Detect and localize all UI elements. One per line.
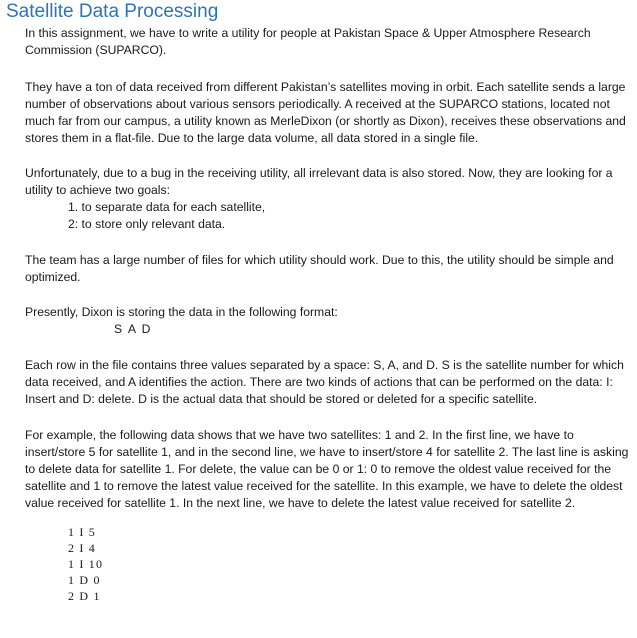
data-line: 1 I 10 xyxy=(68,557,104,571)
goals-list xyxy=(68,199,265,233)
goal-item: 2: to store only relevant data. xyxy=(68,217,226,231)
format-intro-paragraph: Presently, Dixon is storing the data in the following format: xyxy=(25,305,338,319)
example-paragraph: For example, the following data shows that we have two satellites: 1 and 2. In the first line, we have to insert/store 5 for satellite 1, and in the second line, we have to insert/store 4 for satellite 2. The last line is asking to delete data for satellite 1. For delete, the value can be 0 or 1: 0 to remove the oldest value received for the satellite and 1 to remove the latest value received for the satellite. In this example, we have to delete the oldest value received for satellite 1. In the next line, we have to delete the latest value received for satellite 2. xyxy=(25,428,629,510)
format-line: S A D xyxy=(114,322,152,336)
row-description-paragraph: Each row in the file contains three values separated by a space: S, A, and D. S is the satellite number for which data received, and A identifies the action. There are two kinds of actions that can be performed on the data: I: Insert and D: delete. D is the actual data that should be stored or deleted for a specific satellite. xyxy=(25,358,624,406)
data-line: 2 D 1 xyxy=(68,589,101,603)
example-data-block xyxy=(68,524,103,604)
data-line: 1 D 0 xyxy=(68,573,101,587)
data-line: 1 I 5 xyxy=(68,525,96,539)
data-line: 2 I 4 xyxy=(68,541,96,555)
intro-paragraph: In this assignment, we have to write a utility for people at Pakistan Space & Upper Atmosphere Research Commission (SUPARCO). xyxy=(25,26,591,57)
goal-item: 1. to separate data for each satellite, xyxy=(68,200,266,214)
page-title: Satellite Data Processing xyxy=(6,1,219,22)
problem-paragraph: Unfortunately, due to a bug in the receiving utility, all irrelevant data is also stored. Now, they are looking for a utility to achieve two goals: xyxy=(25,166,613,197)
team-paragraph: The team has a large number of files for which utility should work. Due to this, the utility should be simple and optimized. xyxy=(25,253,614,284)
background-paragraph: They have a ton of data received from different Pakistan’s satellites moving in orbit. Each satellite sends a large number of observations about various sensors periodically. A received at the SUPARCO stations, located not much far from our campus, a utility known as MerleDixon (or shortly as Dixon), receives these observations and stores them in a flat-file. Due to the large data volume, all data stored in a single file. xyxy=(25,80,626,145)
